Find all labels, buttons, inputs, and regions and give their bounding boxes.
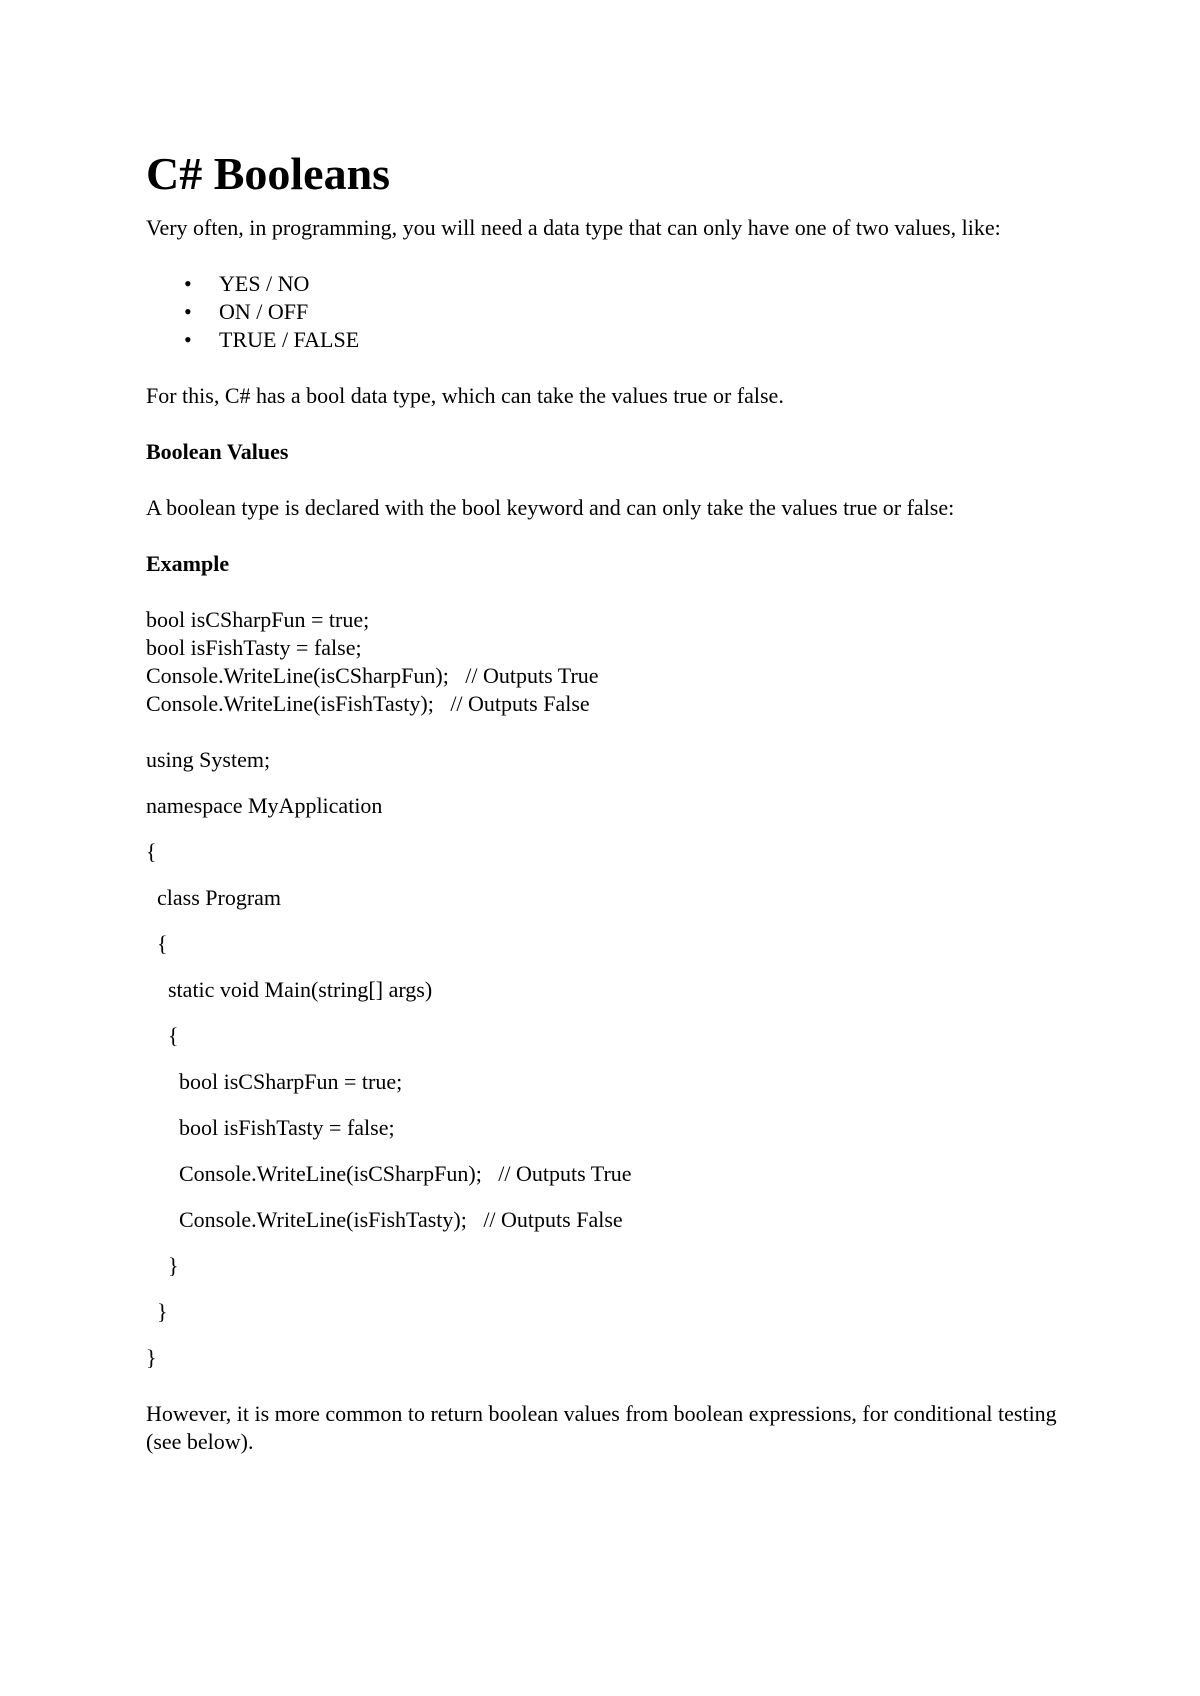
code-line: Console.WriteLine(isFishTasty); // Outputs False (146, 1207, 623, 1232)
bool-type-paragraph: For this, C# has a bool data type, which can take the values true or false. (146, 383, 784, 408)
list-item (184, 326, 1066, 354)
code-line: static void Main(string[] args) (146, 977, 433, 1002)
bullet-icon: • (184, 299, 192, 324)
however-paragraph: However, it is more common to return boolean values from boolean expressions, for conditional testing (see below). (146, 1401, 1057, 1454)
declared-paragraph: A boolean type is declared with the bool keyword and can only take the values true or false: (146, 495, 955, 520)
code-line: namespace MyApplication (146, 793, 383, 818)
code-line: { (146, 1023, 179, 1048)
code-line: using System; (146, 747, 271, 772)
code-line: } (146, 1345, 157, 1370)
code-line: } (146, 1299, 168, 1324)
code-line: bool isCSharpFun = true; (146, 1069, 403, 1094)
code-line: { (146, 931, 168, 956)
example-code-block (146, 606, 1066, 718)
example-heading: Example (146, 551, 230, 576)
boolean-values-heading: Boolean Values (146, 439, 289, 464)
code-line: } (146, 1253, 179, 1278)
list-item-text: YES / NO (219, 271, 310, 296)
list-item (184, 298, 1066, 326)
code-line: { (146, 839, 157, 864)
program-code-block (146, 746, 1066, 1372)
bullet-icon: • (184, 271, 192, 296)
list-item (184, 270, 1066, 298)
code-line: Console.WriteLine(isCSharpFun); // Outputs True (146, 663, 599, 688)
bullet-icon: • (184, 327, 192, 352)
code-line: bool isFishTasty = false; (146, 1115, 395, 1140)
intro-paragraph: Very often, in programming, you will need a data type that can only have one of two values, like: (146, 215, 1001, 240)
code-line: Console.WriteLine(isFishTasty); // Outputs False (146, 691, 590, 716)
code-line: Console.WriteLine(isCSharpFun); // Outputs True (146, 1161, 632, 1186)
page-title: C# Booleans (146, 148, 391, 199)
code-line: bool isFishTasty = false; (146, 635, 362, 660)
code-line: class Program (146, 885, 282, 910)
list-item-text: ON / OFF (219, 299, 309, 324)
document-content (146, 146, 1066, 1456)
value-pairs-list (146, 270, 1066, 354)
code-line: bool isCSharpFun = true; (146, 607, 370, 632)
list-item-text: TRUE / FALSE (219, 327, 360, 352)
